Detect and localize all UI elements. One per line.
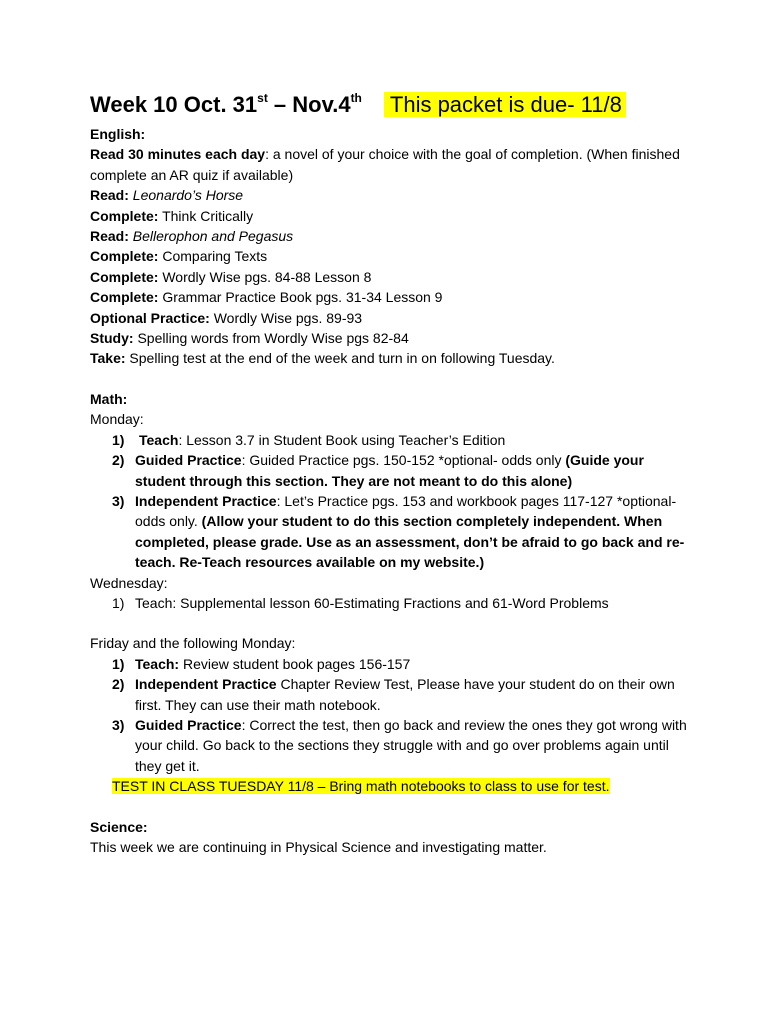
science-heading: Science: — [90, 818, 148, 835]
monday-list — [90, 430, 690, 573]
science-text: This week we are continuing in Physical Science and investigating matter. — [90, 839, 547, 855]
math-friday: Friday and the following Monday: — [90, 635, 296, 652]
due-date-highlight: This packet is due- 11/8 — [384, 92, 626, 117]
math-monday: Monday: — [90, 411, 144, 428]
english-line-5: Complete: Wordly Wise pgs. 84-88 Lesson 8 — [90, 268, 372, 285]
document-page — [90, 90, 690, 857]
english-line-7: Optional Practice: Wordly Wise pgs. 89-93 — [90, 309, 363, 326]
page-title — [90, 90, 690, 124]
english-heading: English: — [90, 126, 146, 142]
list-item: 1) Teach: Supplemental lesson 60-Estimating Fractions and 61-Word Problems — [112, 594, 609, 611]
math-heading: Math: — [90, 390, 128, 407]
list-item: 3) Independent Practice: Let’s Practice pgs. 153 and workbook pages 117-127 *optional- odds only. (Allow your student to do this section completely independent. When completed, please grade. Use as an assessment, don’t be afraid to go back and re-teach. Re-Teach resources available on my website.) — [112, 492, 685, 571]
english-line-8: Study: Spelling words from Wordly Wise pgs 82-84 — [90, 330, 409, 347]
list-item: 2) Guided Practice: Guided Practice pgs. 150-152 *optional- odds only (Guide your student through this section. They are not meant to do this alone) — [112, 452, 644, 489]
list-item: 1) Teach: Lesson 3.7 in Student Book using Teacher’s Edition — [112, 431, 506, 448]
english-line-3: Read: Bellerophon and Pegasus — [90, 228, 294, 245]
list-item: 2) Independent Practice Chapter Review Test, Please have your student do on their own first. They can use their math notebook. — [112, 676, 675, 713]
title-week: Week 10 Oct. 31 — [90, 92, 258, 117]
english-line-6: Complete: Grammar Practice Book pgs. 31-34 Lesson 9 — [90, 289, 443, 306]
title-sup-st: st — [257, 90, 268, 105]
list-item: 1) Teach: Review student book pages 156-157 — [112, 655, 411, 672]
english-line-1: Read: Leonardo’s Horse — [90, 187, 244, 204]
list-item: 3) Guided Practice: Correct the test, then go back and review the ones they got wrong with your child. Go back to the sections they struggle with and go over problems again until they get it. — [112, 716, 687, 774]
english-line-2: Complete: Think Critically — [90, 207, 254, 224]
wednesday-list — [90, 593, 690, 613]
friday-list — [90, 654, 690, 776]
english-line-9: Take: Spelling test at the end of the week and turn in on following Tuesday. — [90, 350, 555, 367]
title-sup-th: th — [350, 90, 362, 105]
math-wednesday: Wednesday: — [90, 574, 168, 591]
title-dash: – Nov.4 — [267, 92, 351, 117]
test-note: TEST IN CLASS TUESDAY 11/8 – Bring math notebooks to class to use for test. — [112, 778, 610, 795]
english-line-4: Complete: Comparing Texts — [90, 248, 268, 265]
english-line-0: Read 30 minutes each day: a novel of your choice with the goal of completion. (When finished complete an AR quiz if available) — [90, 146, 680, 183]
